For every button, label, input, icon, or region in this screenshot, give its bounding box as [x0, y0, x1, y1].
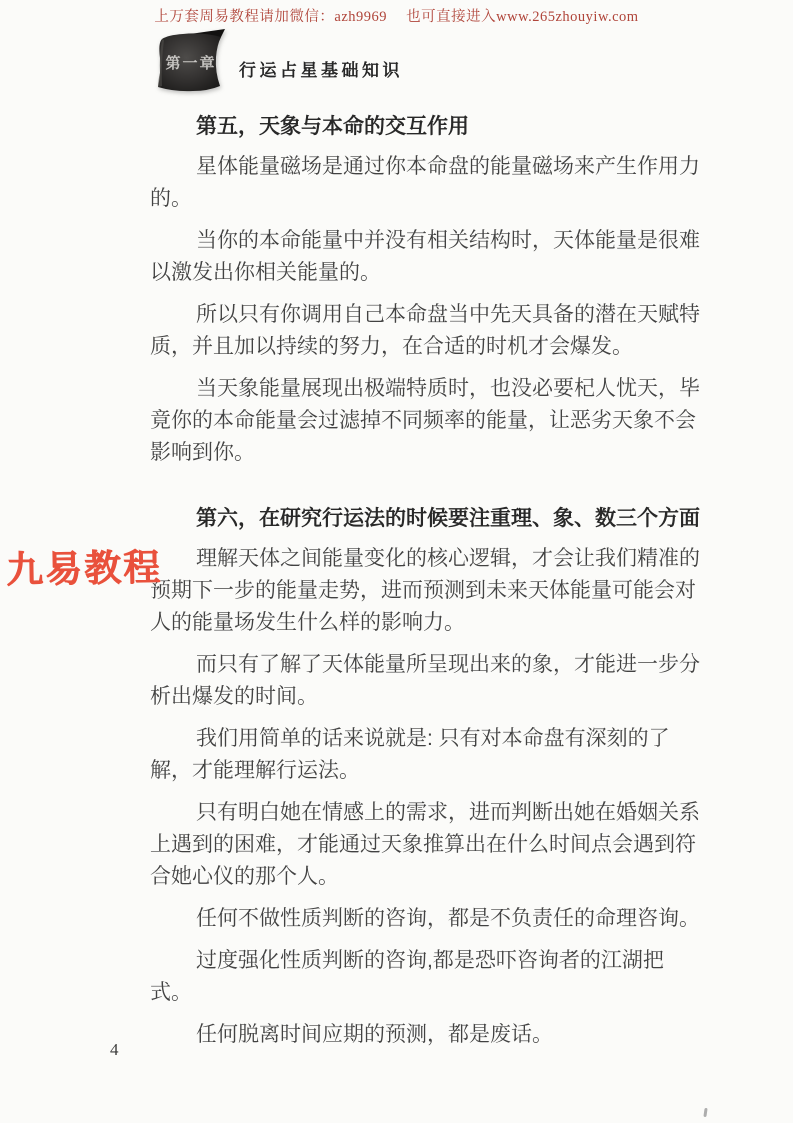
paragraph: 星体能量磁场是通过你本命盘的能量磁场来产生作用力的。	[150, 155, 700, 210]
paragraph: 我们用简单的话来说就是: 只有对本命盘有深刻的了解，才能理解行运法。	[150, 727, 670, 782]
paragraph: 理解天体之间能量变化的核心逻辑，才会让我们精准的预期下一步的能量走势，进而预测到未来天体能量可能会对人的能量场发生什么样的影响力。	[150, 547, 700, 634]
section-heading: 第六，在研究行运法的时候要注重理、象、数三个方面	[196, 507, 700, 530]
paragraph: 当你的本命能量中并没有相关结构时，天体能量是很难以激发出你相关能量的。	[150, 229, 700, 284]
chapter-badge-icon	[155, 28, 227, 94]
watermark: 九易教程	[5, 546, 163, 591]
paragraph: 任何不做性质判断的咨询，都是不负责任的命理咨询。	[196, 907, 700, 930]
chapter-header	[155, 28, 403, 94]
section-six	[150, 503, 702, 1051]
paragraph: 当天象能量展现出极端特质时，也没必要杞人忧天，毕竟你的本命能量会过滤掉不同频率的能量，让恶劣天象不会影响到你。	[150, 377, 700, 464]
chapter-badge-label: 第一章	[165, 55, 217, 72]
header-notice: 上万套周易教程请加微信：azh9969 也可直接进入www.265zhouyiw.com	[154, 9, 639, 25]
chapter-title: 行运占星基础知识	[239, 60, 403, 80]
paragraph: 只有明白她在情感上的需求，进而判断出她在婚姻关系上遇到的困难，才能通过天象推算出在什么时间点会遇到符合她心仪的那个人。	[150, 801, 700, 888]
paragraph: 而只有了解了天体能量所呈现出来的象，才能进一步分析出爆发的时间。	[150, 653, 700, 708]
section-five	[150, 111, 702, 469]
page-number: 4	[110, 1040, 119, 1059]
scan-artifact	[703, 1108, 707, 1117]
page-content	[150, 111, 702, 1061]
paragraph: 任何脱离时间应期的预测，都是废话。	[196, 1023, 553, 1046]
section-heading: 第五，天象与本命的交互作用	[196, 115, 469, 138]
paragraph: 过度强化性质判断的咨询,都是恐吓咨询者的江湖把式。	[150, 949, 664, 1004]
paragraph: 所以只有你调用自己本命盘当中先天具备的潜在天赋特质，并且加以持续的努力，在合适的时机才会爆发。	[150, 303, 700, 358]
